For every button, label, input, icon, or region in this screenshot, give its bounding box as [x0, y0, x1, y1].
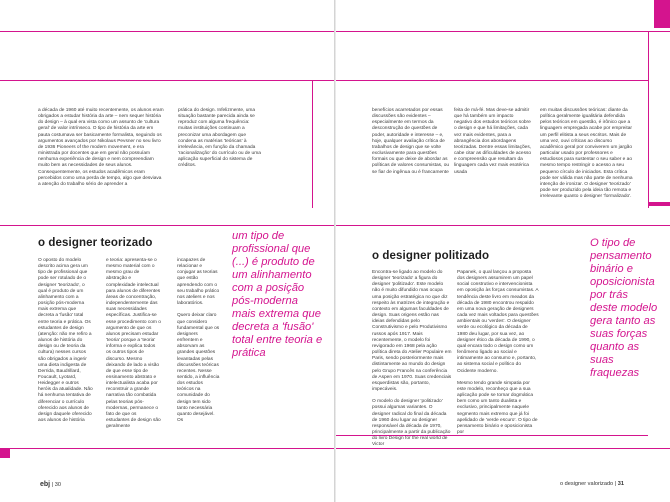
page-number-right: 31 — [617, 481, 624, 487]
left-body-col-1: O oposto do modelo descrito acima gera um tipo de profissional que pode ser rotulado de o designer 'teorizado', o qual é produto de um alinhamento com a posição pós-moderna mais extrema que decreta a 'fusão' total entre teoria e prática. Os estudantes de design (atenção: não me refiro a alunos de história do design ou de teoria da cultura) nesses cursos são obrigados a ingerir uma dieta indigesta de Derrida, Baudrillard, Foucault, Lyotard, Heidegger e outros heróis da atualidade. Não há nenhuma tentativa de diferenciar o currículo oferecido aos alunos de design daquele oferecido aos alunos de história — [38, 258, 93, 424]
grid-vertical-rule-left — [312, 80, 313, 208]
left-body-col-3: incapazes de relacionar e conjugar as teorias que estão aprendendo com o seu trabalho prático nos ateliers e nos laboratórios. Quero deixar claro que considero fundamental que os designers enfrentem e absorvam as grandes questões levantadas pelas discussões teóricas recentes. Nesse sentido, a influência dos estudos teóricos na comunidade do design tem sido tanto necessária quanto desejável. Os — [177, 258, 220, 424]
left-pull-quote: um tipo de profissional que (...) é produto de um alinhamento com a posição pós-moderna mais extrema que decreta a 'fusão' total entre teoria e prática — [232, 230, 323, 359]
footer-separator-right: | — [614, 481, 618, 487]
footer-separator: | — [51, 482, 55, 488]
footer-rule-left — [0, 448, 334, 449]
top-grid-rule-left — [0, 31, 334, 32]
right-page-footer — [560, 481, 624, 487]
mid-grid-rule-right — [312, 80, 648, 81]
edge-tab-top-right — [654, 0, 670, 28]
right-top-text-col-3: em muitas discussões teóricas: diante da política geralmente igualitária defendida pelos teóricos em questão, é irônico que a linguagem empregada acabe por empreitar um perfil elitista a seus escritos. Mais de uma vez, ouvi críticas ao discurso acadêmico geral por conviverem um jargão particular usado por professores e estudiosos para sustentar o seu saber e ao mesmo tempo restringir o acesso a seu pequeno círculo de iniciados. Esta crítica pode ser válida mas não parte de nenhuma intenção de ironizar. O designer 'teorizado' pode ser produzido pela ideia tão remota e irrelevante quanto o designer 'formalizado'. — [540, 108, 633, 200]
top-grid-rule-right — [336, 31, 670, 32]
section-heading-teorizado: o designer teorizado — [38, 237, 153, 249]
left-body-col-2: e teoria: apresenta-se o mesmo material com o mesmo grau de abstração e complexidade intelectual para alunos de diferentes áreas de concentração, independentemente das suas necessidades específicas. Justifica-se esse procedimento com o argumento de que os alunos precisam estudar 'teoria' porque a 'teoria' informa e explica todos os outros tipos de discurso. Mesmo deixando de lado a visão de que esse tipo de ensinamento abstrato e intelectualista acaba por reconstruir a grande narrativa tão combatida pelas teorias pós-modernas, permanece o fato de que os estudantes de design são geralmente — [106, 258, 161, 430]
mid-grid-rule-left — [0, 80, 334, 81]
magazine-logo: ebj — [40, 481, 51, 488]
section-rule-left — [0, 225, 336, 226]
grid-vertical-rule-right — [648, 31, 649, 208]
right-top-text-col-2: feita de má-fé. Mas deve-se admitir que há também um impacto negativo dos estudos teóricos sobre o design e que há limitações, cada vez mais evidentes, para a abrangência dos abordagens teorizadas. Dentre essas limitações, cabe citar as dificuldades de acesso e compreensão que resultam da linguagem cada vez mais esotérica usada — [454, 108, 532, 175]
right-pull-quote: O tipo de pensamento binário e oposicionista por trás deste modelo gera tanto as suas forças quanto as suas fraquezas — [590, 237, 658, 379]
edge-tab-middle-right — [648, 202, 670, 206]
section-heading-politizado: o designer politizado — [372, 250, 490, 262]
right-body-col-2: Papanek, o qual lançou a proposta dos designers assumirem um papel social construtivo e intervencionista em oposição às forças consumistas. A tendência deste livro em meados da década de 1980 encontrou respaldo em uma nova geração de designers cada vez mais voltados para questões ambientais ou 'verdes'. O designer verde ou ecológico da década de 1980 deu lugar, por sua vez, ao designer ético da década de 1990, o qual encara todo o design como um fenômeno ligado ao social e intimamente ao consumo e, portanto, ao sistema social e político do Ocidente moderno. Mesmo tendo grande simpatia por este modelo, reconheço que a sua aplicação pode se tornar dogmática bem como um tanto dualista e exclusivo, principalmente naquele segmento mais extremo que já foi apelidado de 'verde escuro'. O tipo de pensamento binário e oposicionista por — [457, 270, 539, 436]
book-gutter — [334, 0, 336, 502]
left-top-text-col-1: a década de 1960 até muito recentemente, os alunos eram obrigados a estudar história da arte – nem sequer história do design – à qual era vista como um assunto de 'cultura geral' de valor intrínseco. O tipo de história da arte em pauta costumava ser basicamente formalista, seguindo os argumentos avançados por Nikolaus Pevsner no seu livro de 1936 Pioneers of the modern movement, e era ministrada por docentes que em geral não possuíam nenhuma experiência de design e nem compreendiam muito bem as necessidades de seus alunos. Consequentemente, os estudos acadêmicos eram percebidos como uma perda de tempo, algo que desviava a atenção do trabalho sério de aprender a — [38, 108, 164, 187]
edge-tab-bottom-left — [0, 448, 10, 458]
left-top-text-col-2: prática do design. Infelizmente, uma situação bastante parecida ainda se reproduz com alguma frequência: muitas instituições continuam a preconizar uma abordagem que condena as matérias 'teóricas' à irrelevância, em função da chamada 'racionalização' do currículo ou de uma aplicação superficial do sistema de créditos. — [178, 108, 261, 169]
section-rule-right — [336, 225, 670, 226]
right-body-col-1: Encontra-se ligado ao modelo do designer 'teorizado' a figura do designer 'politizado'. Este modelo não é muito difundido mas ocupa uma posição estratégica no que diz respeito às matrizes de integração e contexto em algumas faculdades de design. Suas origens estão nas ideias defendidas pelo Construtivismo e pelo Produtivismo russos após 1917. Mais recentemente, o modelo foi revigorado em 1968 pela ação política direta do Atelier Populaire em Paris, sendo posteriormente mais distintamente ao mundo do design pelo Grupo Francês na conferência de Aspen em 1970. Suas credenciais esquerdistas são, portanto, impecáveis. O modelo do designer 'politizado' possui algumas variantes. O designer radical do final da década de 1960 deu lugar ao designer responsável da década de 1970, principalmente a partir da publicação do livro Design for the real world de Victor — [372, 270, 452, 448]
right-top-text-col-1: benefícios acarretados por essas discussões são evidentes – especialmente em termos da desconstrução de questões de poder, autoridade e interesse – e, hoje, qualquer avaliação crítica de trabalhos de design que se volte exclusivamente para questões formais ou que deixe de abordar as políticas de valores consumistas, ou se fiar de ingênua ou é francamente — [372, 108, 450, 175]
left-page-footer — [40, 481, 61, 488]
footer-section-title: o designer valorizado — [560, 481, 614, 487]
page-number-left: 30 — [54, 482, 61, 488]
